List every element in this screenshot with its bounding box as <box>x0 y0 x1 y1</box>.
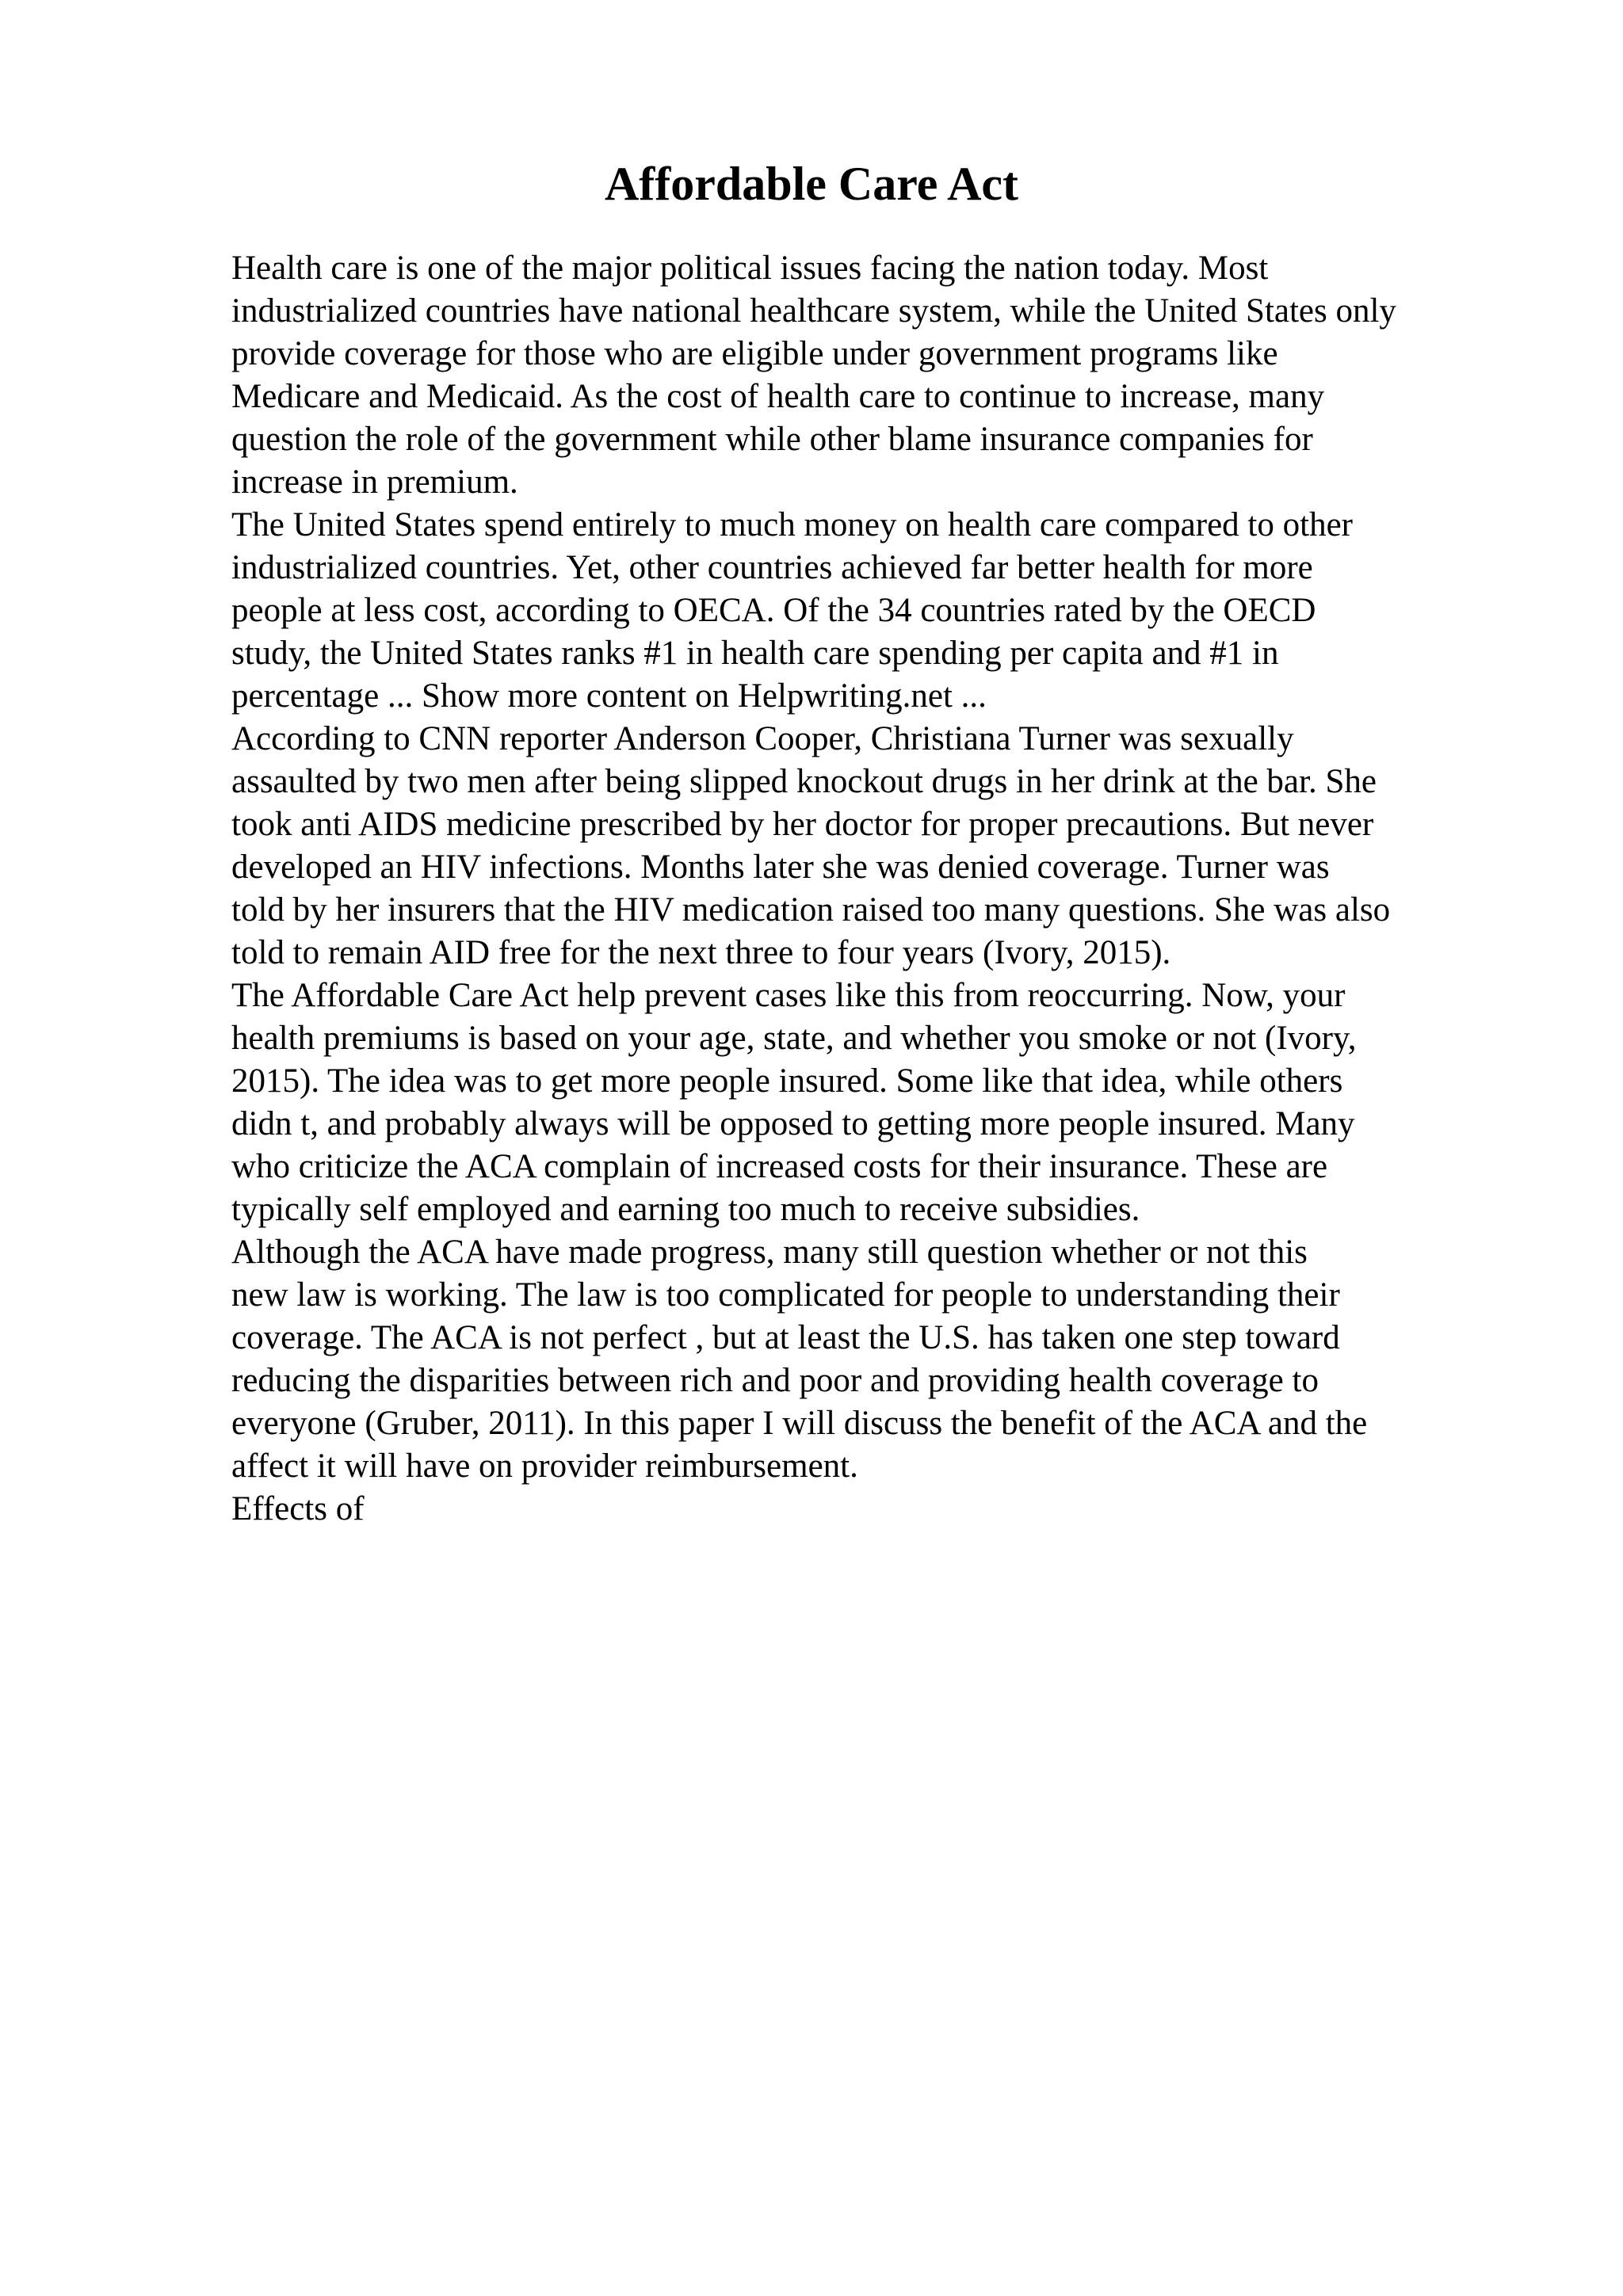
body-line: provide coverage for those who are eligible under government programs like <box>231 335 1278 372</box>
body-line: Although the ACA have made progress, many still question whether or not this <box>231 1234 1308 1271</box>
body-line: reducing the disparities between rich and poor and providing health coverage to <box>231 1362 1319 1399</box>
body-line: coverage. The ACA is not perfect , but at least the U.S. has taken one step toward <box>231 1319 1340 1356</box>
body-line: health premiums is based on your age, state, and whether you smoke or not (Ivory, <box>231 1020 1357 1057</box>
document-title: Affordable Care Act <box>604 158 1019 210</box>
body-line: Health care is one of the major political issues facing the nation today. Most <box>231 250 1269 287</box>
body-line: percentage ... Show more content on Helpwriting.net ... <box>231 677 987 715</box>
body-line: took anti AIDS medicine prescribed by her doctor for proper precautions. But never <box>231 806 1374 843</box>
body-line: developed an HIV infections. Months later she was denied coverage. Turner was <box>231 849 1330 886</box>
body-line: 2015). The idea was to get more people insured. Some like that idea, while others <box>231 1062 1343 1100</box>
body-line: Medicare and Medicaid. As the cost of health care to continue to increase, many <box>231 378 1325 415</box>
body-line: assaulted by two men after being slipped knockout drugs in her drink at the bar. She <box>231 763 1377 800</box>
body-line: industrialized countries. Yet, other countries achieved far better health for more <box>231 549 1313 586</box>
body-line: affect it will have on provider reimbursement. <box>231 1447 858 1485</box>
body-line: increase in premium. <box>231 463 518 501</box>
body-line: everyone (Gruber, 2011). In this paper I will discuss the benefit of the ACA and the <box>231 1405 1368 1442</box>
body-line: According to CNN reporter Anderson Cooper, Christiana Turner was sexually <box>231 720 1294 757</box>
body-line: typically self employed and earning too much to receive subsidies. <box>231 1191 1140 1228</box>
body-line: Effects of <box>231 1490 365 1527</box>
body-line: told by her insurers that the HIV medication raised too many questions. She was also <box>231 891 1391 929</box>
document-body <box>231 247 1531 1531</box>
body-line: didn t, and probably always will be opposed to getting more people insured. Many <box>231 1105 1355 1142</box>
body-line: question the role of the government while other blame insurance companies for <box>231 421 1313 458</box>
body-line: new law is working. The law is too complicated for people to understanding their <box>231 1276 1340 1314</box>
body-line: people at less cost, according to OECA. Of the 34 countries rated by the OECD <box>231 592 1316 629</box>
body-line: The Affordable Care Act help prevent cases like this from reoccurring. Now, your <box>231 977 1346 1014</box>
body-line: study, the United States ranks #1 in health care spending per capita and #1 in <box>231 635 1279 672</box>
body-line: industrialized countries have national healthcare system, while the United States only <box>231 292 1396 330</box>
body-line: told to remain AID free for the next three to four years (Ivory, 2015). <box>231 934 1171 971</box>
body-line: who criticize the ACA complain of increased costs for their insurance. These are <box>231 1148 1328 1185</box>
body-line: The United States spend entirely to much money on health care compared to other <box>231 506 1353 543</box>
